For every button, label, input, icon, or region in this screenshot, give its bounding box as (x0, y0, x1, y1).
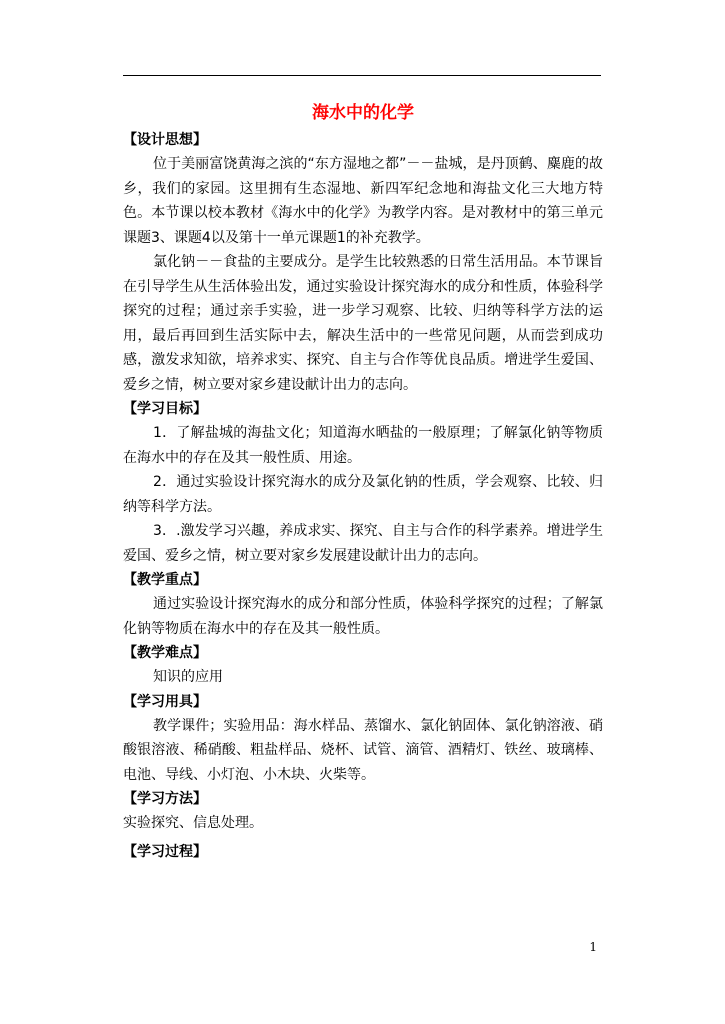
goal-item: 3．.激发学习兴趣，养成求实、探究、自主与合作的科学素养。增进学生爱国、爱乡之情，树立要对家乡发展建设献计出力的志向。 (123, 523, 603, 564)
goal-item: 2．通过实验设计探究海水的成分及氯化钠的性质，学会观察、比较、归纳等科学方法。 (123, 474, 603, 515)
section-difficulties (123, 641, 603, 690)
section-methods (123, 787, 603, 836)
section-key-points (123, 568, 603, 641)
section-heading-goals: 【学习目标】 (123, 401, 207, 417)
section-heading-methods: 【学习方法】 (123, 791, 207, 807)
section-goals (123, 397, 603, 568)
section-heading-key-points: 【教学重点】 (123, 572, 207, 588)
page-number: 1 (589, 940, 597, 954)
section-tools (123, 690, 603, 788)
design-paragraph-1: 位于美丽富饶黄海之滨的“东方湿地之都”－－盐城，是丹顶鹤、麋鹿的故乡，我们的家园。这里拥有生态湿地、新四军纪念地和海盐文化三大地方特色。本节课以校本教材《海水中的化学》为教学内容。是对教材中的第三单元课题3、课题4以及第十一单元课题1的补充教学。 (123, 156, 603, 246)
difficulties-text: 知识的应用 (153, 669, 223, 685)
section-heading-process: 【学习过程】 (123, 843, 207, 860)
design-paragraph-2: 氯化钠－－食盐的主要成分。是学生比较熟悉的日常生活用品。本节课旨在引导学生从生活体验出发，通过实验设计探究海水的成分和性质，体验科学探究的过程；通过亲手实验，进一步学习观察、比较、归纳等科学方法的运用，最后再回到生活实际中去，解决生活中的一些常见问题，从而尝到成功感，激发求知欲，培养求实、探究、自主与合作等优良品质。增进学生爱国、爱乡之情，树立要对家乡建设献计出力的志向。 (123, 254, 603, 393)
document-body (123, 100, 603, 864)
key-points-text: 通过实验设计探究海水的成分和部分性质，体验科学探究的过程；了解氯化钠等物质在海水中的存在及其一般性质。 (123, 596, 603, 637)
goal-item: 1．了解盐城的海盐文化；知道海水晒盐的一般原理；了解氯化钠等物质在海水中的存在及其一般性质、用途。 (123, 425, 603, 466)
tools-text: 教学课件；实验用品：海水样品、蒸馏水、氯化钠固体、氯化钠溶液、硝酸银溶液、稀硝酸、粗盐样品、烧杯、试管、滴管、酒精灯、铁丝、玻璃棒、电池、导线、小灯泡、小木块、火柴等。 (123, 717, 603, 783)
document-title: 海水中的化学 (312, 103, 414, 123)
section-design (123, 128, 603, 397)
section-heading-tools: 【学习用具】 (123, 693, 207, 710)
section-process (123, 840, 603, 864)
section-heading-design: 【设计思想】 (123, 132, 207, 148)
header-rule (123, 75, 601, 76)
methods-text: 实验探究、信息处理。 (123, 815, 263, 831)
section-heading-difficulties: 【教学难点】 (123, 645, 207, 661)
